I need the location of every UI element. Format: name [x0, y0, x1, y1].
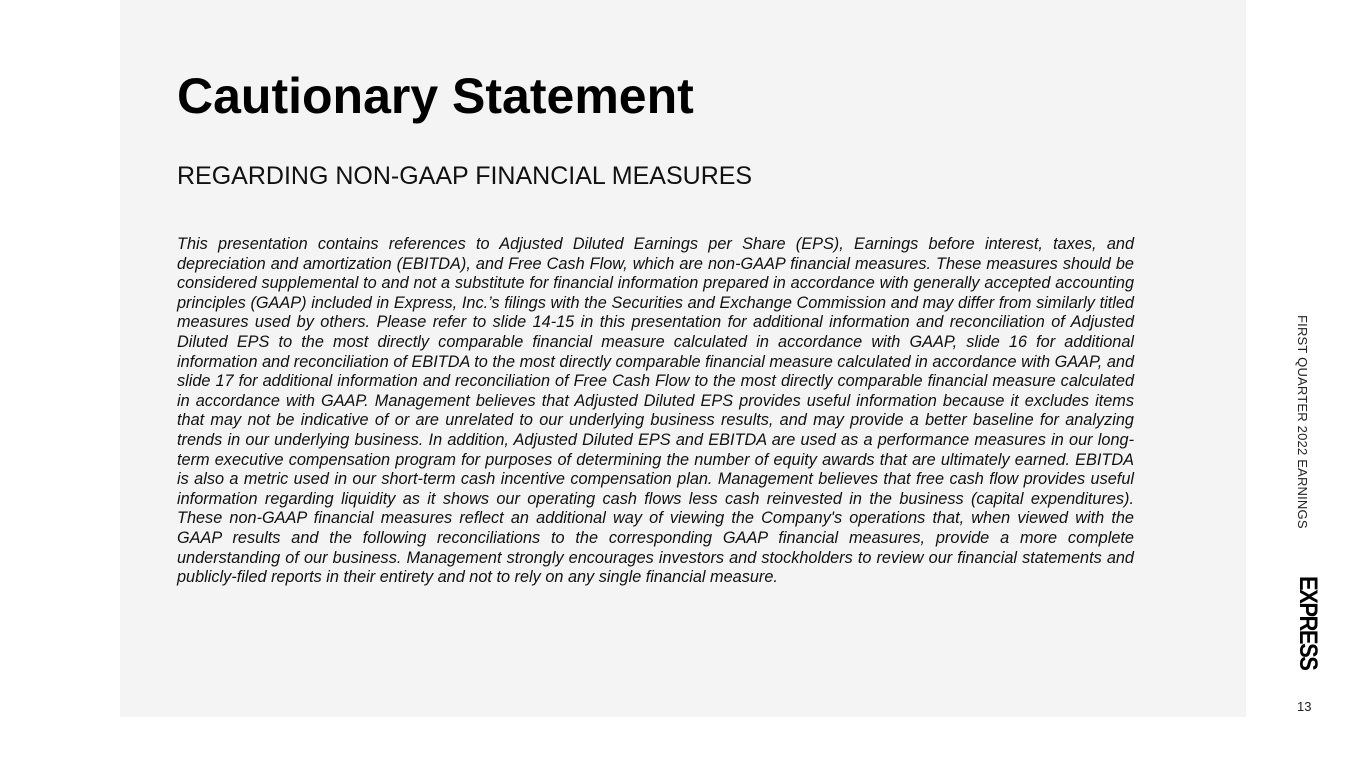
cautionary-body-text: This presentation contains references to Adjusted Diluted Earnings per Share (EPS), Earnings before interest, taxes, and depreciation and amortization (EBITDA), and Free Cash Flow, which are non-GAAP financial measures. These measures should be considered supplemental to and not a substitute for financial information prepared in accordance with generally accepted accounting principles (GAAP) included in Express, Inc.’s filings with the Securities and Exchange Commission and may differ from similarly titled measures used by others. Please refer to slide 14-15 in this presentation for additional information and reconciliation of Adjusted Diluted EPS to the most directly comparable financial measure calculated in accordance with GAAP, slide 16 for additional information and reconciliation of EBITDA to the most directly comparable financial measure calculated in accordance with GAAP, and slide 17 for additional information and reconciliation of Free Cash Flow to the most directly comparable financial measure calculated in accordance with GAAP. Management believes that Adjusted Diluted EPS provides useful information because it excludes items that may not be indicative of or are unrelated to our underlying business results, and may provide a better baseline for analyzing trends in our underlying business. In addition, Adjusted Diluted EPS and EBITDA are used as a performance measures in our long-term executive compensation program for purposes of determining the number of equity awards that are ultimately earned. EBITDA is also a metric used in our short-term cash incentive compensation plan. Management believes that free cash flow provides useful information regarding liquidity as it shows our operating cash flows less cash reinvested in the business (capital expenditures). These non-GAAP financial measures reflect an additional way of viewing the Company's operations that, when viewed with the GAAP results and the following reconciliations to the corresponding GAAP financial measures, provide a more complete understanding of our business. Management strongly encourages investors and stockholders to review our financial statements and publicly-filed reports in their entirety and not to rely on any single financial measure.	[177, 235, 1134, 587]
slide-title: Cautionary Statement	[177, 68, 694, 124]
express-logo: EXPRESS	[1294, 576, 1323, 670]
slide-subtitle: REGARDING NON-GAAP FINANCIAL MEASURES	[177, 162, 753, 190]
side-label: FIRST QUARTER 2022 EARNINGS	[1295, 315, 1310, 529]
page-number: 13	[1297, 699, 1312, 714]
